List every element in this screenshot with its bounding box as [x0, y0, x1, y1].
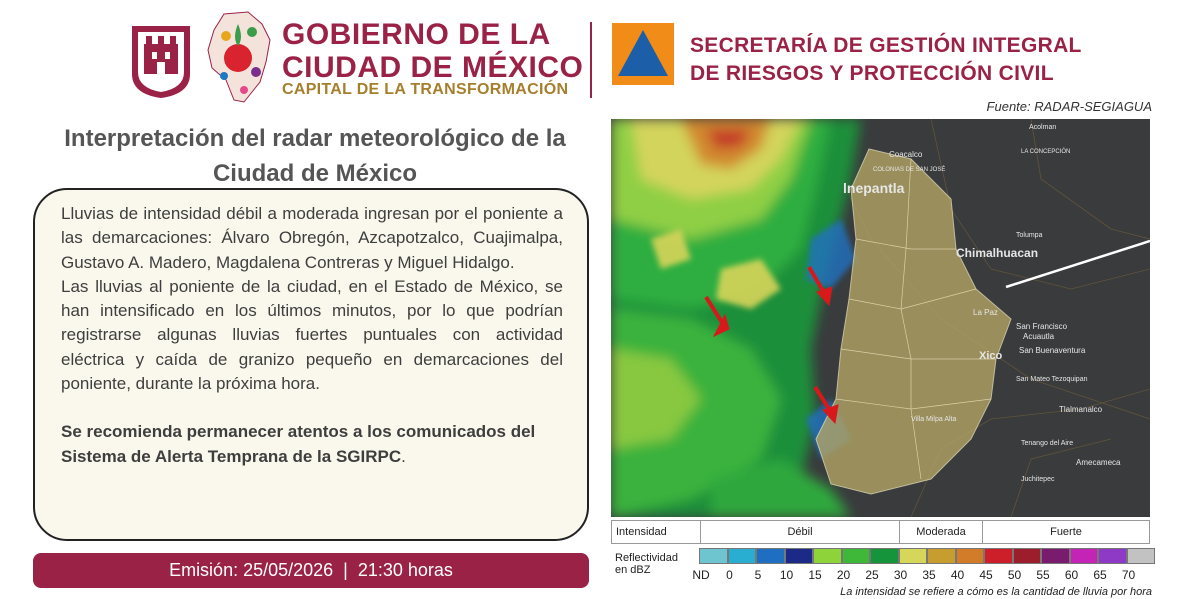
radar-map-graphic	[611, 119, 1150, 517]
reflectivity-swatch	[1098, 548, 1127, 564]
map-label-xico: Xico	[979, 350, 1003, 362]
map-label-la-paz: La Paz	[973, 308, 998, 317]
reflectivity-tick-label: 45	[979, 568, 993, 582]
map-label-tenango: Tenango del Aire	[1021, 440, 1074, 447]
page-title-line2: Ciudad de México	[212, 160, 418, 187]
cdmx-shield-logo	[128, 22, 194, 100]
reflectivity-tick-label: 60	[1064, 568, 1079, 582]
map-label-san-mateo: San Mateo Tezoquipan	[1016, 376, 1088, 383]
government-subtitle: CAPITAL DE LA TRANSFORMACIÓN	[282, 81, 569, 98]
reflectivity-tick-label: 20	[836, 568, 851, 582]
legend-note: La intensidad se refiere a cómo es la cantidad de lluvia por hora	[840, 586, 1152, 598]
header-divider	[590, 22, 592, 98]
emission-text: Emisión: 25/05/2026 | 21:30 horas	[169, 560, 453, 580]
map-label-la-concepcion: LA CONCEPCIÓN	[1021, 149, 1071, 155]
reflectivity-swatch	[1070, 548, 1099, 564]
reflectivity-swatch	[785, 548, 814, 564]
reflectivity-tick-label: 50	[1007, 568, 1022, 582]
map-label-tlalmanalco: Tlalmanalco	[1059, 405, 1103, 414]
intensity-weak: Débil	[700, 521, 899, 543]
reflectivity-swatch	[1041, 548, 1070, 564]
civil-protection-logo	[612, 23, 674, 85]
recommendation-period: .	[401, 446, 406, 466]
cdmx-map-heart-logo	[204, 10, 274, 106]
reflectivity-tick-label: 15	[808, 568, 822, 582]
government-title-line1: GOBIERNO DE LA	[282, 18, 551, 51]
reflectivity-tick-label: 25	[865, 568, 879, 582]
reflectivity-tick-label: 5	[754, 568, 762, 582]
map-label-san-buenaventura: San Buenaventura	[1019, 346, 1086, 355]
intensity-legend	[611, 520, 1154, 584]
reflectivity-swatch	[1013, 548, 1042, 564]
map-label-milpa-alta: Villa Milpa Alta	[911, 416, 957, 423]
header	[0, 0, 1200, 114]
intensity-moderate: Moderada	[899, 521, 982, 543]
reflectivity-tick-label: 65	[1093, 568, 1107, 582]
reflectivity-color-scale	[699, 548, 1155, 564]
reflectivity-swatch	[1127, 548, 1156, 564]
bulletin-recommendation	[61, 420, 563, 469]
reflectivity-swatch	[956, 548, 985, 564]
agency-name	[690, 32, 1082, 88]
reflectivity-tick-label: 70	[1121, 568, 1136, 582]
map-label-coacalco: Coacalco	[889, 150, 923, 159]
reflectivity-tick-label: 55	[1036, 568, 1050, 582]
intensity-label: Intensidad	[616, 526, 667, 538]
map-label-tolumpa: Tolumpa	[1016, 232, 1043, 239]
reflectivity-swatch	[899, 548, 928, 564]
government-title-line2: CIUDAD DE MÉXICO	[282, 51, 584, 84]
reflectivity-swatch	[699, 548, 728, 564]
page-title-line1: Interpretación del radar meteorológico de la	[64, 125, 566, 152]
reflectivity-swatch	[927, 548, 956, 564]
recommendation-text: Se recomienda permanecer atentos a los comunicados del Sistema de Alerta Temprana de la SGIRPC	[61, 422, 536, 466]
map-label-colonias: COLONIAS DE SAN JOSÉ	[873, 167, 946, 173]
reflectivity-swatch	[813, 548, 842, 564]
reflectivity-tick-label: 30	[893, 568, 908, 582]
bulletin-paragraph-1: Lluvias de intensidad débil a moderada ingresan por el poniente a las demarcaciones: Álvaro Obregón, Azcapotzalco, Cuajimalpa, Gustavo A. Madero, Magdalena Contreras y Miguel Hidalgo.	[61, 204, 563, 272]
map-label-acuautla: Acuautla	[1023, 332, 1055, 341]
reflectivity-tick-label: 0	[726, 568, 733, 582]
reflectivity-tick-label: 35	[922, 568, 936, 582]
government-title	[282, 18, 583, 84]
reflectivity-tick-label: ND	[692, 568, 710, 582]
agency-name-line2: DE RIESGOS Y PROTECCIÓN CIVIL	[690, 62, 1054, 85]
map-label-tlalnepantla: lnepantla	[843, 180, 905, 196]
agency-name-line1: SECRETARÍA DE GESTIÓN INTEGRAL	[690, 34, 1082, 57]
map-label-chimalhuacan: Chimalhuacan	[956, 246, 1039, 260]
reflectivity-tick-label: 40	[950, 568, 965, 582]
map-label-amecameca: Amecameca	[1076, 458, 1121, 467]
reflectivity-label-line1: Reflectividad	[615, 552, 678, 564]
map-label-acolman: Acolman	[1029, 124, 1057, 131]
bulletin-card	[33, 188, 589, 541]
map-label-juchitepec: Juchitepec	[1021, 476, 1055, 483]
reflectivity-swatch	[870, 548, 899, 564]
reflectivity-label	[615, 552, 678, 576]
map-label-san-francisco: San Francisco	[1016, 322, 1068, 331]
reflectivity-swatch	[984, 548, 1013, 564]
intensity-row	[611, 520, 1150, 544]
reflectivity-swatch	[728, 548, 757, 564]
reflectivity-swatch	[756, 548, 785, 564]
radar-map	[611, 119, 1150, 517]
bulletin-paragraph-2: Las lluvias al poniente de la ciudad, en el Estado de México, se han intensificado en los últimos minutos, por lo que podrían registrarse algunas lluvias fuertes puntuales con actividad eléctrica y caída de granizo pequeño en demarcaciones del poniente, durante la próxima hora.	[61, 276, 563, 394]
reflectivity-label-line2: en dBZ	[615, 564, 651, 576]
source-caption: Fuente: RADAR-SEGIAGUA	[986, 99, 1152, 114]
intensity-strong: Fuerte	[982, 521, 1149, 543]
emission-banner	[33, 553, 589, 588]
reflectivity-tick-label: 10	[779, 568, 794, 582]
page-title	[40, 121, 590, 191]
reflectivity-swatch	[842, 548, 871, 564]
